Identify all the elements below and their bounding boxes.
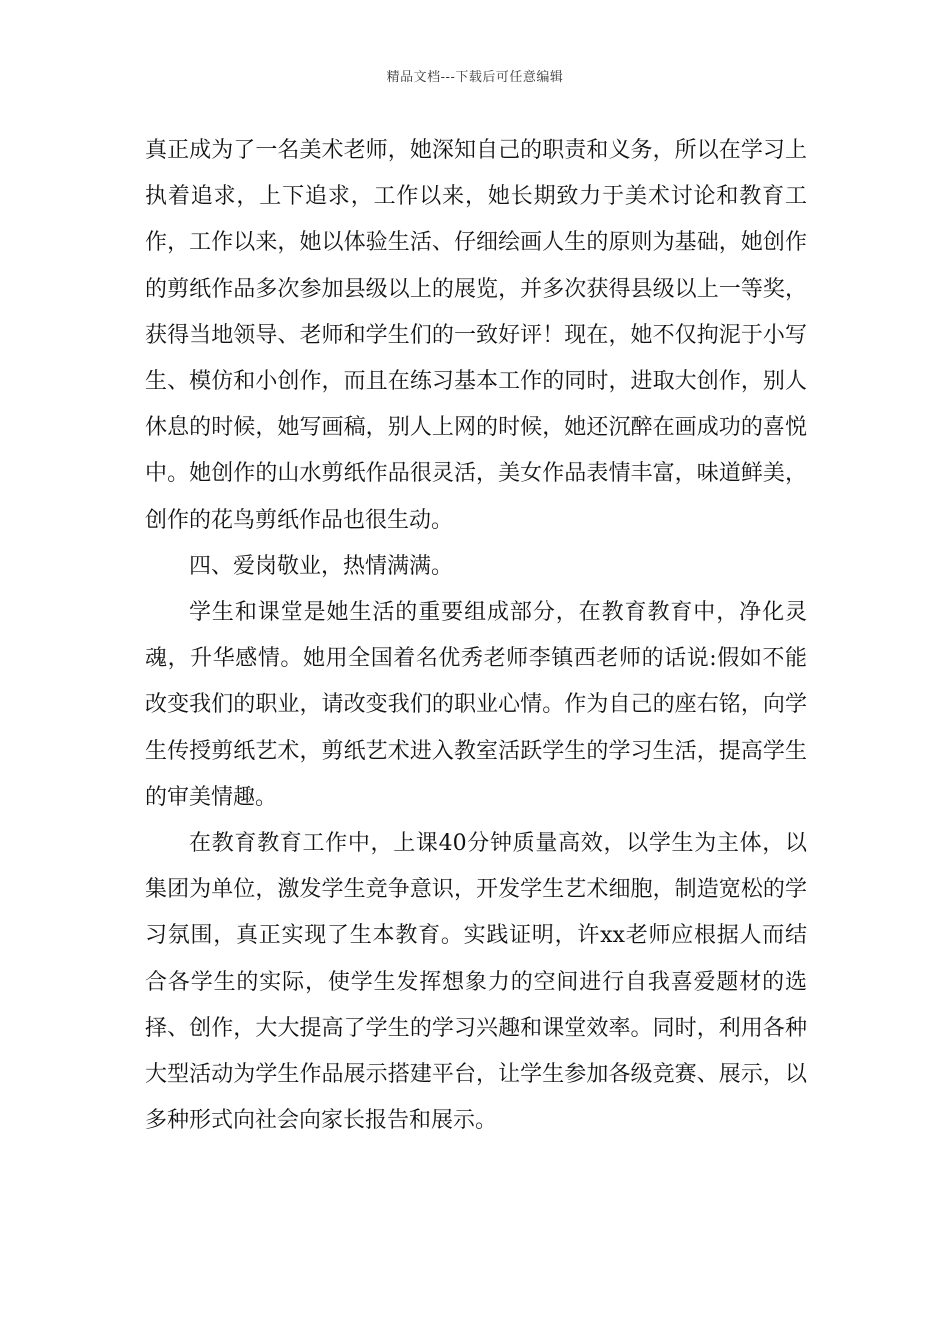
- section-heading: 四、爱岗敬业，热情满满。: [189, 553, 454, 579]
- paragraph-teaching: 在教育教育工作中，上课40分钟质量高效，以学生为主体，以集团为单位，激发学生竞争意识，开发学生艺术细胞，制造宽松的学习氛围，真正实现了生本教育。实践证明，许xx老师应根据人而结合各学生的实际，使学生发挥想象力的空间进行自我喜爱题材的选择、创作，大大提高了学生的学习兴趣和课堂效率。同时，利用各种大型活动为学生作品展示搭建平台，让学生参加各级竞赛、展示，以多种形式向社会向家长报告和展示。: [145, 831, 807, 1134]
- page-header: 精品文档---下载后可任意编辑: [386, 70, 564, 85]
- document-body: [145, 128, 807, 1144]
- paragraph-classroom: 学生和课堂是她生活的重要组成部分，在教育教育中，净化灵魂，升华感情。她用全国着名优秀老师李镇西老师的话说:假如不能改变我们的职业，请改变我们的职业心情。作为自己的座右铭，向学生传授剪纸艺术，剪纸艺术进入教室活跃学生的学习生活，提高学生的审美情趣。: [145, 600, 807, 810]
- paragraph-continuation: 真正成为了一名美术老师，她深知自己的职责和义务，所以在学习上执着追求，上下追求，工作以来，她长期致力于美术讨论和教育工作，工作以来，她以体验生活、仔细绘画人生的原则为基础，她创作的剪纸作品多次参加县级以上的展览，并多次获得县级以上一等奖，获得当地领导、老师和学生们的一致好评！现在，她不仅拘泥于小写生、模仿和小创作，而且在练习基本工作的同时，进取大创作，别人休息的时候，她写画稿，别人上网的时候，她还沉醉在画成功的喜悦中。她创作的山水剪纸作品很灵活，美女作品表情丰富，味道鲜美，创作的花鸟剪纸作品也很生动。: [145, 138, 807, 533]
